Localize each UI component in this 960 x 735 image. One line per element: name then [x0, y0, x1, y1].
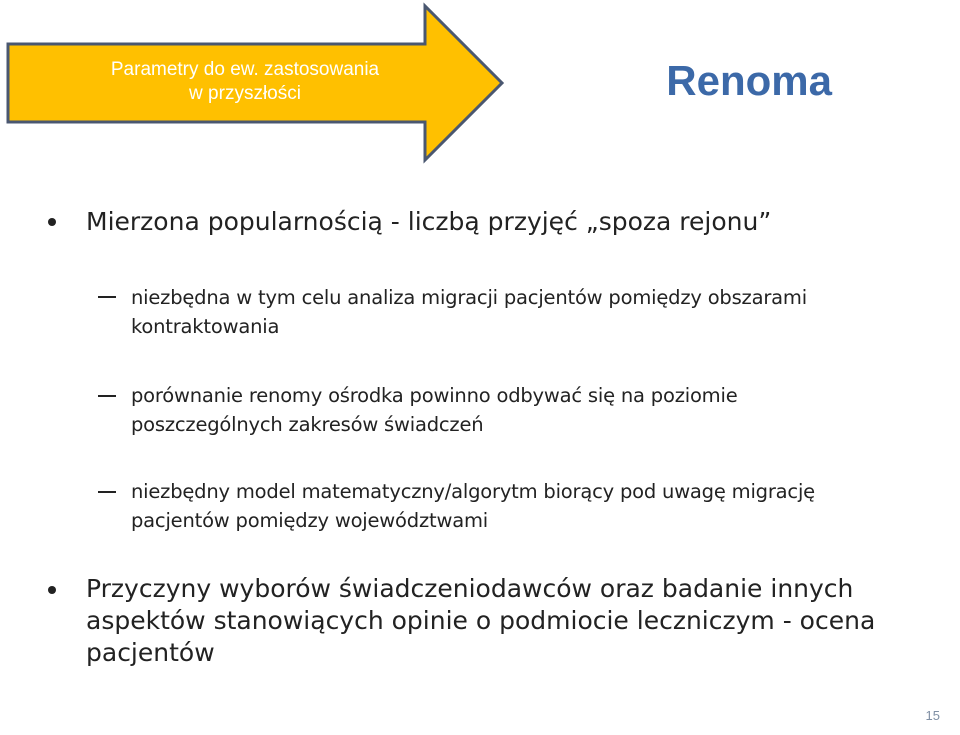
list-item-line: kontraktowania [131, 315, 280, 338]
list-item-line: poszczególnych zakresów świadczeń [131, 413, 484, 436]
arrow-label [70, 58, 420, 106]
list-item-line: Przyczyny wyborów świadczeniodawców oraz badanie innych [86, 574, 854, 603]
list-item-line: aspektów stanowiących opinie o podmiocie leczniczym - ocena [86, 606, 876, 635]
arrow-label-line-2: w przyszłości [189, 83, 301, 104]
bullet-dash-icon [98, 296, 116, 298]
page-title: Renoma [666, 57, 832, 104]
arrow-label-line-1: Parametry do ew. zastosowania [110, 59, 380, 80]
list-item-line: niezbędna w tym celu analiza migracji pacjentów pomiędzy obszarami [131, 286, 807, 309]
list-item-line: pacjentów [86, 638, 215, 667]
bullet-dash-icon [98, 491, 116, 493]
bullet-dot-icon [48, 586, 56, 594]
bullet-dash-icon [98, 395, 116, 397]
list-item-migration-analysis [131, 283, 956, 341]
list-item-math-model [131, 477, 956, 535]
header-arrow-shape [0, 0, 520, 170]
list-item-comparison [131, 381, 956, 439]
list-item-line: Mierzona popularnością - liczbą przyjęć „spoza rejonu” [86, 207, 772, 236]
page-number: 15 [925, 708, 940, 723]
list-item-line: porównanie renomy ośrodka powinno odbywać się na poziomie [131, 384, 738, 407]
list-item-line: pacjentów pomiędzy województwami [131, 509, 488, 532]
list-item-popularity [86, 206, 916, 238]
list-item-line: niezbędny model matematyczny/algorytm biorący pod uwagę migrację [131, 480, 815, 503]
list-item-reasons [86, 573, 916, 669]
bullet-dot-icon [48, 218, 56, 226]
